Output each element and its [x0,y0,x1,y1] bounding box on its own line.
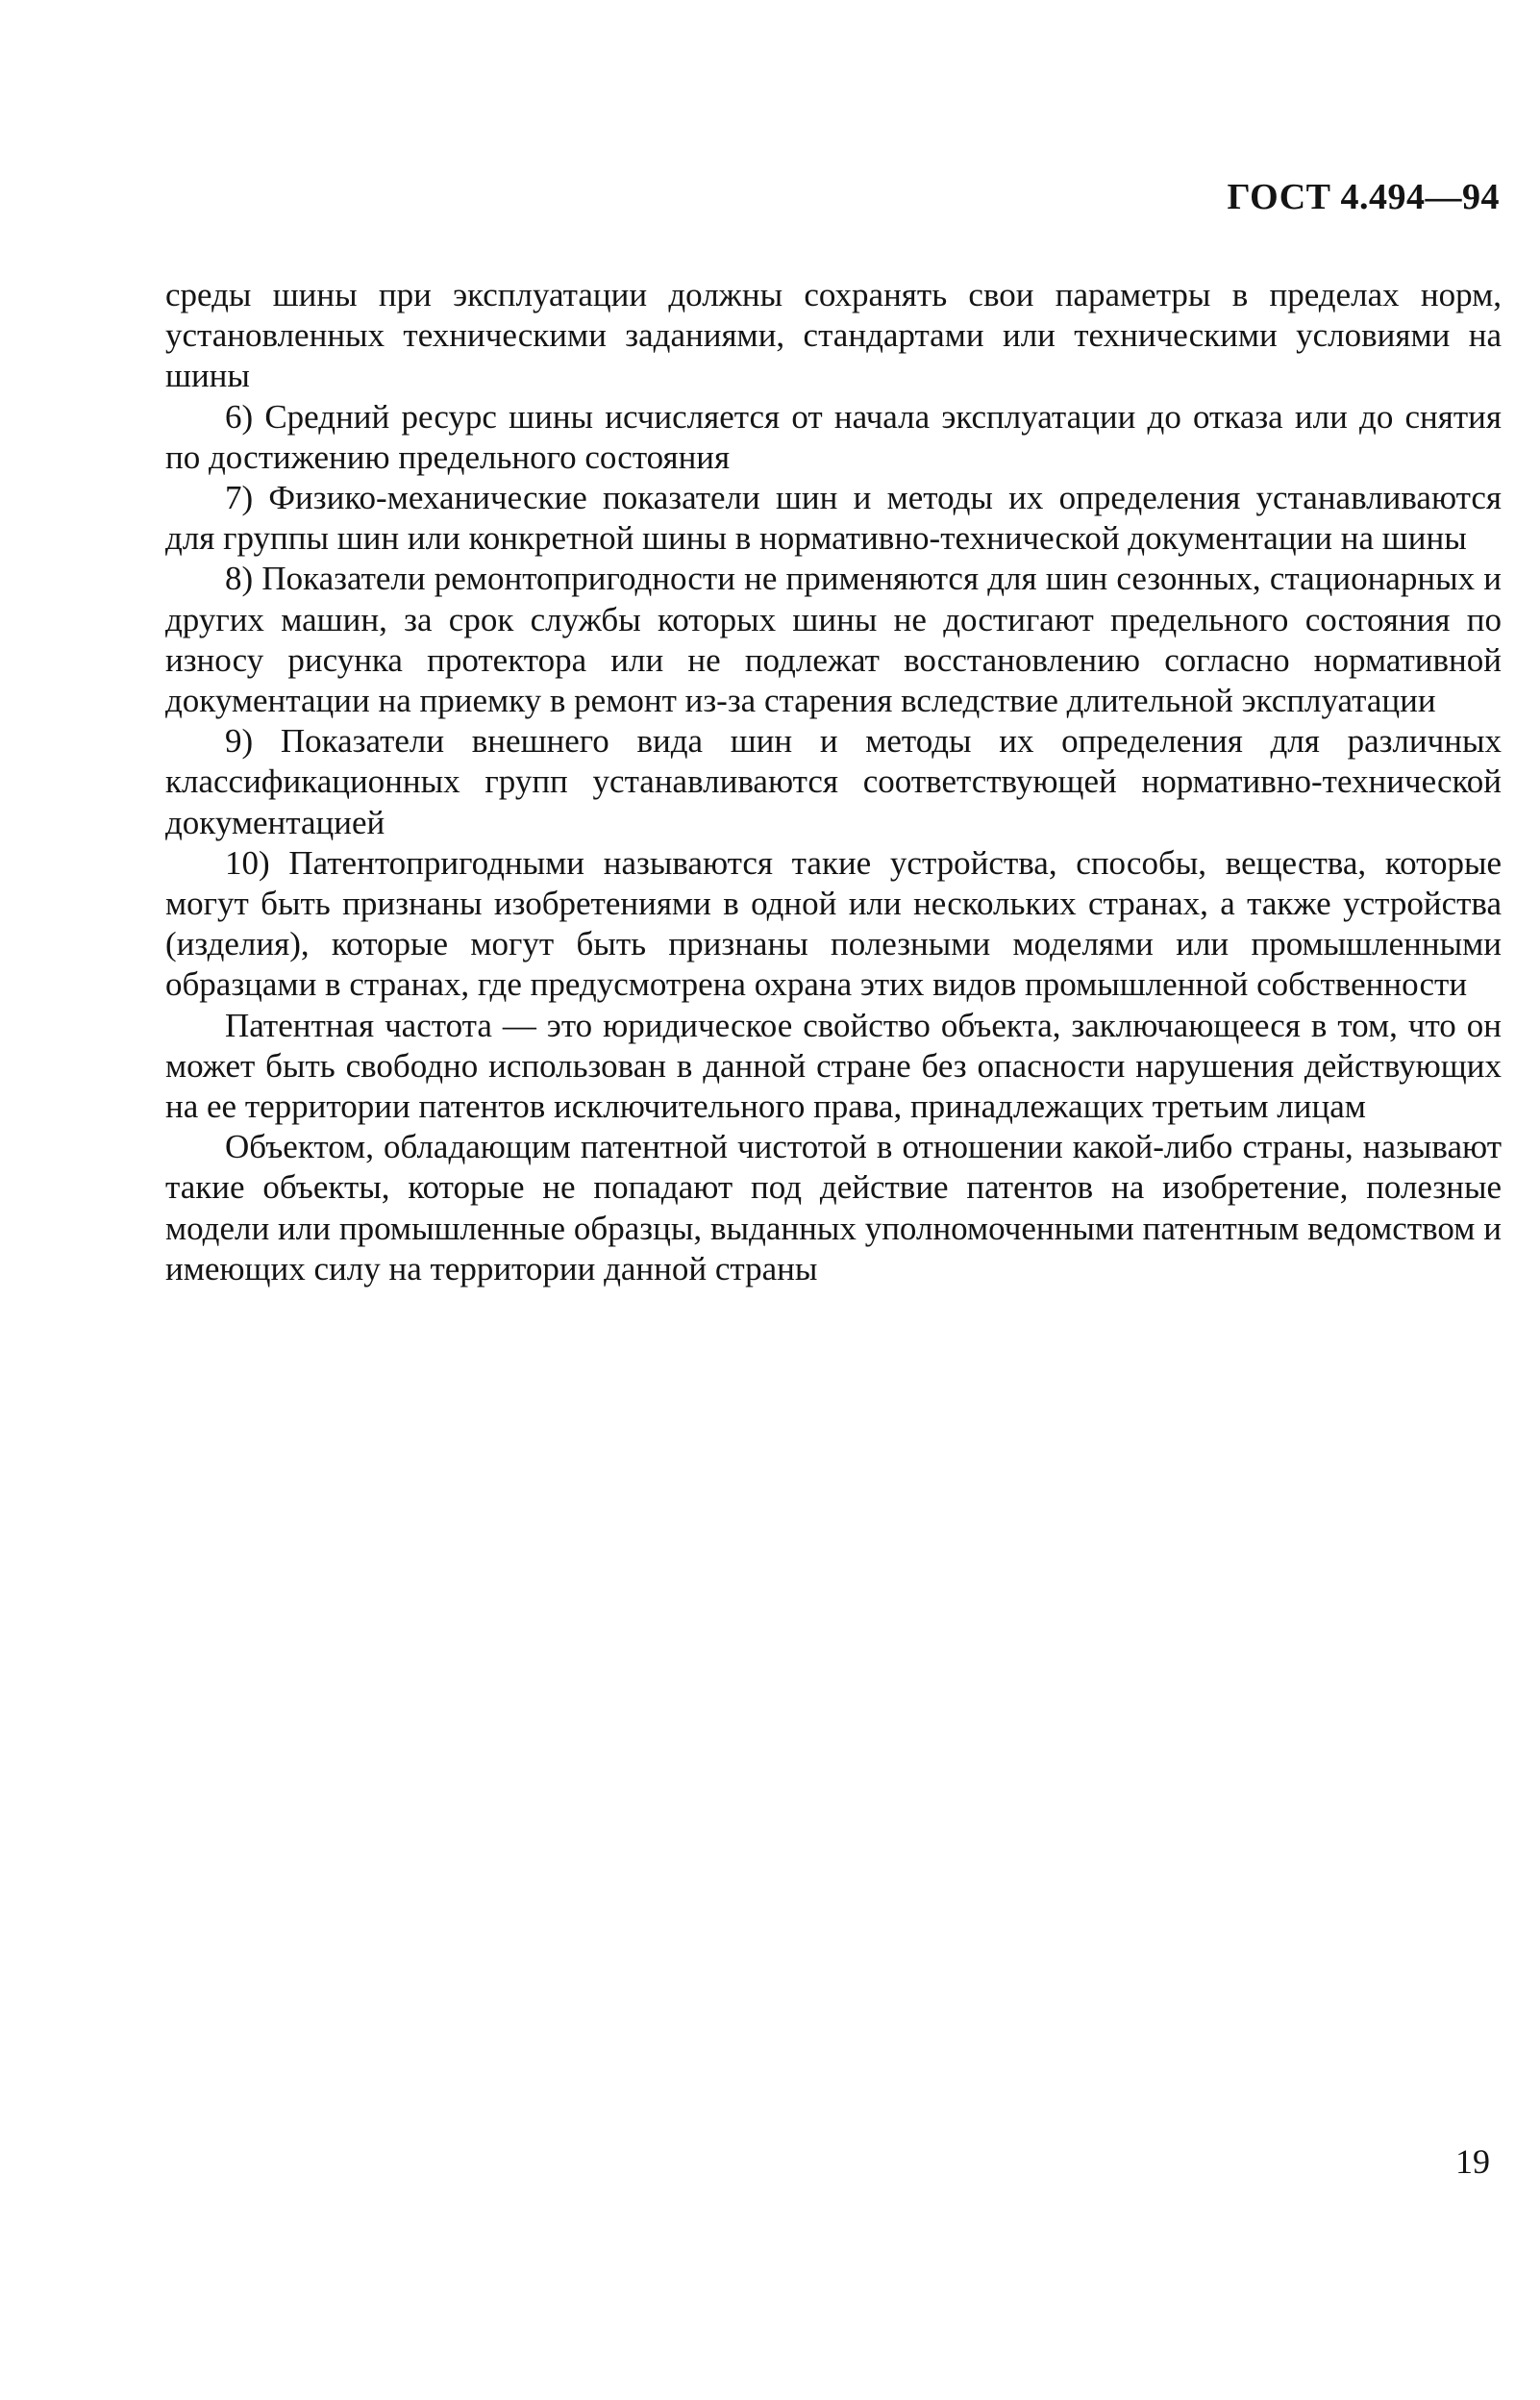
page-number: 19 [1455,2142,1490,2181]
paragraph-item-9: 9) Показатели внешнего вида шин и методы их определения для различных классификационных групп устанавливаются соответствующей нормативно-технической документацией [165,722,1502,841]
document-body [165,275,1502,1289]
paragraph-item-7: 7) Физико-механические показатели шин и методы их определения устанавливаются для группы шин или конкретной шины в нормативно-технической документации на шины [165,479,1502,558]
document-header-code: ГОСТ 4.494—94 [1227,177,1500,217]
paragraph-patent-purity-objects: Объектом, обладающим патентной чистотой в отношении какой-либо страны, называют такие объекты, которые не попадают под действие патентов на изобретение, полезные модели или промышленные образцы, выданных уполномоченными патентным ведомством и имеющих силу на территории данной страны [165,1128,1502,1288]
paragraph-item-6: 6) Средний ресурс шины исчисляется от начала эксплуатации до отказа или до снятия по достижению предельного состояния [165,397,1502,476]
paragraph-item-8: 8) Показатели ремонтопригодности не применяются для шин сезонных, стационарных и других машин, за срок службы которых шины не достигают предельного состояния по износу рисунка протектора или не подлежат восстановлению согласно нормативной документации на приемку в ремонт из-за старения вследствие длительной эксплуатации [165,560,1502,720]
paragraph-patent-purity-definition: Патентная частота — это юридическое свойство объекта, заключающееся в том, что он может быть свободно использован в данной стране без опасности нарушения действующих на ее территории патентов исключительного права, принадлежащих третьим лицам [165,1006,1502,1126]
paragraph-continuation: среды шины при эксплуатации должны сохранять свои параметры в пределах норм, установленных техническими заданиями, стандартами или техническими условиями на шины [165,276,1502,395]
paragraph-item-10: 10) Патентопригодными называются такие устройства, способы, вещества, которые могут быть признаны изобретениями в одной или нескольких странах, а также устройства (изделия), которые могут быть признаны полезными моделями или промышленными образцами в странах, где предусмотрена охрана этих видов промышленной собственности [165,843,1502,1004]
